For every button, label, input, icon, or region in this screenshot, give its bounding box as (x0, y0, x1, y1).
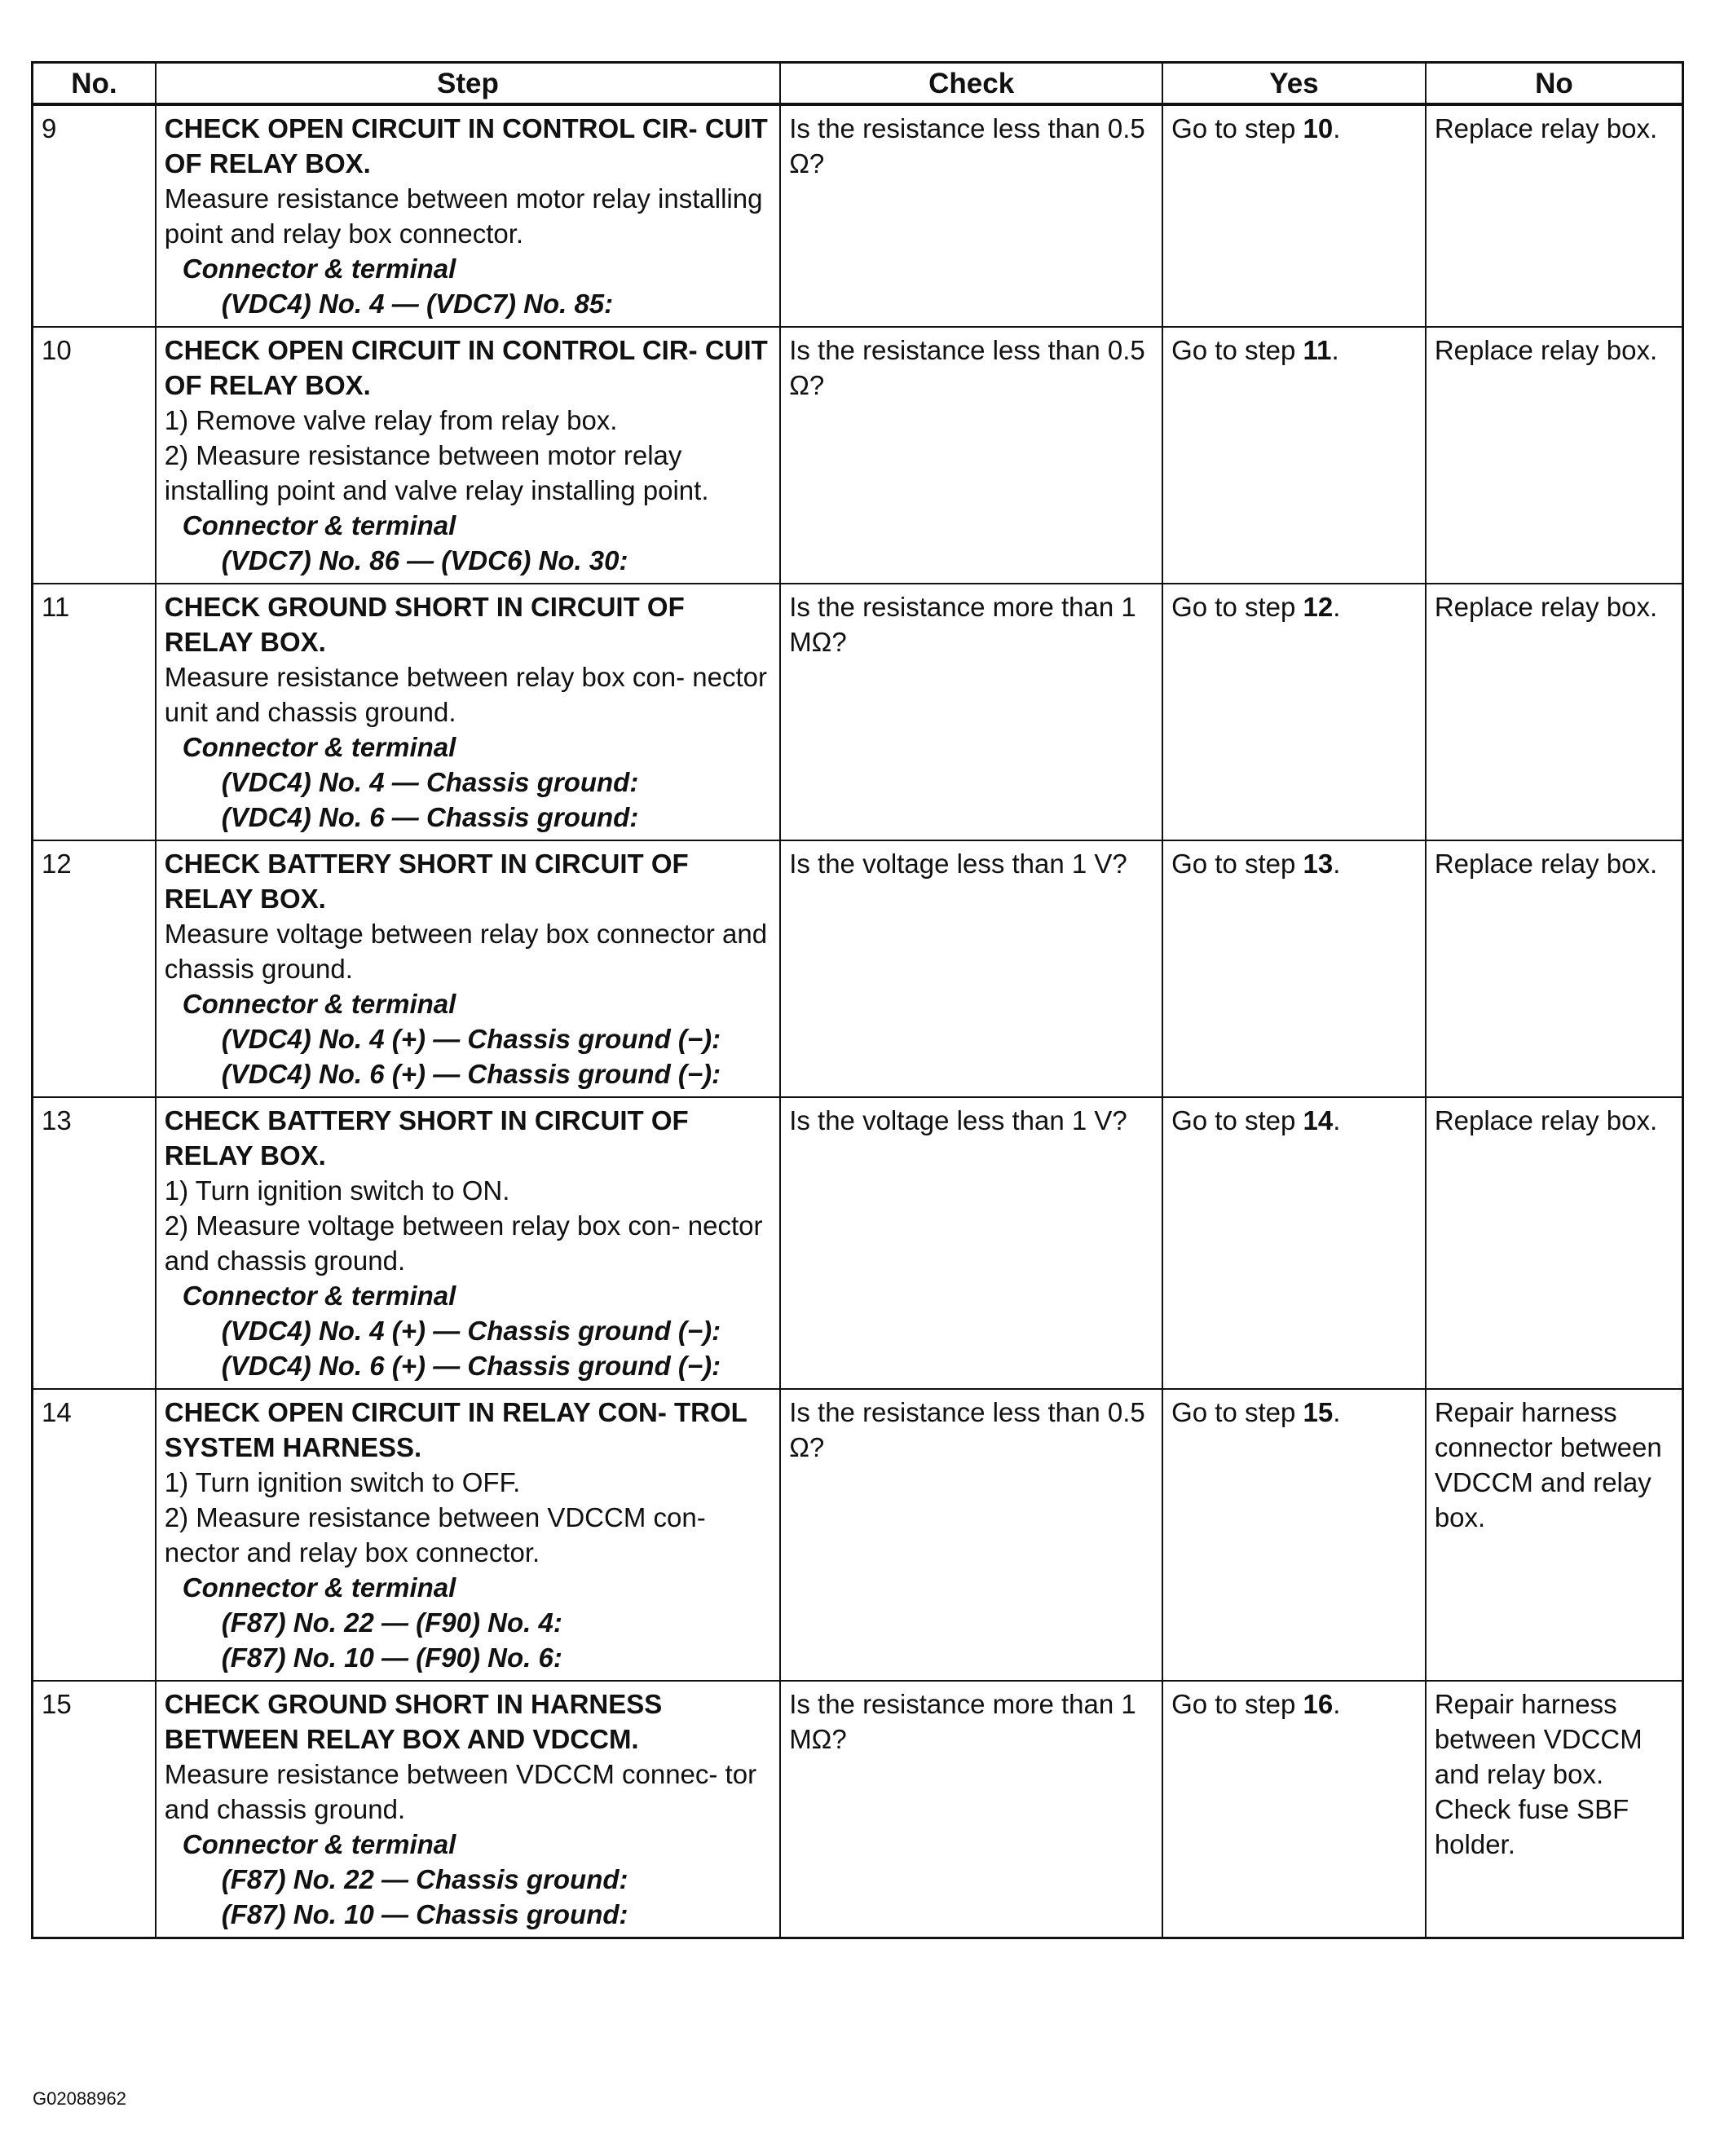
connector-terminal-label: Connector & terminal (182, 1829, 456, 1859)
yes-cell (1162, 1389, 1426, 1681)
yes-step-number: 12 (1303, 592, 1334, 622)
step-cell (156, 584, 780, 840)
connector-terminal-line: (VDC4) No. 6 (+) — Chassis ground (−): (221, 1351, 721, 1381)
yes-prefix: Go to step (1171, 1689, 1303, 1719)
yes-prefix: Go to step (1171, 849, 1303, 879)
step-title: CHECK BATTERY SHORT IN CIRCUIT OF RELAY BOX. (164, 1105, 689, 1171)
yes-suffix: . (1333, 1105, 1341, 1135)
step-cell (156, 1681, 780, 1938)
step-instruction: Measure resistance between VDCCM connec- tor and chassis ground. (164, 1759, 757, 1824)
table-row (33, 1097, 1683, 1389)
step-instruction: 1) Remove valve relay from relay box. (164, 405, 618, 435)
figure-id: G02088962 (33, 2088, 126, 2109)
header-yes: Yes (1162, 63, 1426, 105)
step-title: CHECK BATTERY SHORT IN CIRCUIT OF RELAY BOX. (164, 849, 689, 914)
connector-terminal-line: (F87) No. 10 — (F90) No. 6: (221, 1642, 562, 1673)
step-cell (156, 327, 780, 584)
connector-terminal-label: Connector & terminal (182, 254, 456, 284)
connector-terminal-line: (VDC7) No. 86 — (VDC6) No. 30: (221, 545, 628, 575)
step-cell (156, 1097, 780, 1389)
yes-cell (1162, 327, 1426, 584)
connector-terminal-label: Connector & terminal (182, 1281, 456, 1311)
connector-terminal-line: (F87) No. 10 — Chassis ground: (221, 1899, 628, 1929)
connector-terminal-label: Connector & terminal (182, 1572, 456, 1603)
connector-terminal-line: (VDC4) No. 6 (+) — Chassis ground (−): (221, 1059, 721, 1089)
step-number: 15 (33, 1681, 156, 1938)
table-row (33, 840, 1683, 1097)
connector-terminal-line: (F87) No. 22 — Chassis ground: (221, 1864, 628, 1894)
step-number: 9 (33, 104, 156, 327)
step-instruction: 2) Measure voltage between relay box con- nector and chassis ground. (164, 1210, 763, 1276)
step-title: CHECK GROUND SHORT IN CIRCUIT OF RELAY BOX. (164, 592, 685, 657)
yes-suffix: . (1331, 335, 1339, 365)
no-action-cell: Replace relay box. (1426, 584, 1683, 840)
diagnostic-table (31, 61, 1684, 1939)
header-step: Step (156, 63, 780, 105)
step-title: CHECK GROUND SHORT IN HARNESS BETWEEN RELAY BOX AND VDCCM. (164, 1689, 663, 1754)
step-cell (156, 840, 780, 1097)
step-cell (156, 104, 780, 327)
check-cell: Is the resistance less than 0.5 Ω? (780, 327, 1162, 584)
check-cell: Is the resistance more than 1 MΩ? (780, 584, 1162, 840)
yes-cell (1162, 104, 1426, 327)
connector-terminal-line: (VDC4) No. 6 — Chassis ground: (221, 802, 639, 832)
table-row (33, 584, 1683, 840)
table-row (33, 327, 1683, 584)
yes-prefix: Go to step (1171, 1105, 1303, 1135)
yes-step-number: 15 (1303, 1397, 1334, 1427)
step-number: 10 (33, 327, 156, 584)
yes-prefix: Go to step (1171, 335, 1303, 365)
step-instruction: 2) Measure resistance between motor relay installing point and valve relay installing point. (164, 440, 709, 505)
table-header-row (33, 63, 1683, 105)
yes-step-number: 14 (1303, 1105, 1334, 1135)
table-row (33, 1389, 1683, 1681)
yes-step-number: 10 (1303, 113, 1334, 143)
connector-terminal-line: (VDC4) No. 4 — Chassis ground: (221, 767, 639, 797)
step-title: CHECK OPEN CIRCUIT IN CONTROL CIR- CUIT OF RELAY BOX. (164, 113, 768, 179)
step-instruction: Measure resistance between motor relay installing point and relay box connector. (164, 183, 763, 249)
step-instruction: Measure voltage between relay box connector and chassis ground. (164, 919, 768, 984)
step-instruction: 1) Turn ignition switch to OFF. (164, 1467, 521, 1497)
step-number: 13 (33, 1097, 156, 1389)
table-body (33, 104, 1683, 1938)
check-cell: Is the resistance less than 0.5 Ω? (780, 1389, 1162, 1681)
step-number: 11 (33, 584, 156, 840)
no-action-cell: Replace relay box. (1426, 840, 1683, 1097)
check-cell: Is the voltage less than 1 V? (780, 1097, 1162, 1389)
table-row (33, 1681, 1683, 1938)
yes-step-number: 16 (1303, 1689, 1334, 1719)
step-cell (156, 1389, 780, 1681)
yes-suffix: . (1333, 592, 1341, 622)
check-cell: Is the voltage less than 1 V? (780, 840, 1162, 1097)
no-action-cell: Repair harness connector between VDCCM and relay box. (1426, 1389, 1683, 1681)
connector-terminal-label: Connector & terminal (182, 510, 456, 540)
step-instruction: 2) Measure resistance between VDCCM con- nector and relay box connector. (164, 1502, 706, 1567)
header-no-action: No (1426, 63, 1683, 105)
yes-step-number: 13 (1303, 849, 1334, 879)
no-action-cell: Repair harness between VDCCM and relay box. Check fuse SBF holder. (1426, 1681, 1683, 1938)
connector-terminal-line: (VDC4) No. 4 (+) — Chassis ground (−): (221, 1316, 721, 1346)
yes-prefix: Go to step (1171, 1397, 1303, 1427)
no-action-cell: Replace relay box. (1426, 104, 1683, 327)
step-number: 14 (33, 1389, 156, 1681)
connector-terminal-line: (VDC4) No. 4 — (VDC7) No. 85: (221, 289, 614, 319)
connector-terminal-label: Connector & terminal (182, 732, 456, 762)
yes-suffix: . (1333, 1689, 1341, 1719)
header-no: No. (33, 63, 156, 105)
connector-terminal-line: (F87) No. 22 — (F90) No. 4: (221, 1607, 562, 1638)
no-action-cell: Replace relay box. (1426, 327, 1683, 584)
yes-suffix: . (1333, 849, 1341, 879)
yes-cell (1162, 1681, 1426, 1938)
yes-suffix: . (1333, 113, 1341, 143)
step-instruction: 1) Turn ignition switch to ON. (164, 1175, 510, 1206)
header-check: Check (780, 63, 1162, 105)
yes-cell (1162, 1097, 1426, 1389)
step-title: CHECK OPEN CIRCUIT IN CONTROL CIR- CUIT OF RELAY BOX. (164, 335, 768, 400)
yes-cell (1162, 584, 1426, 840)
yes-cell (1162, 840, 1426, 1097)
check-cell: Is the resistance less than 0.5 Ω? (780, 104, 1162, 327)
yes-step-number: 11 (1303, 335, 1332, 365)
yes-prefix: Go to step (1171, 113, 1303, 143)
step-title: CHECK OPEN CIRCUIT IN RELAY CON- TROL SYSTEM HARNESS. (164, 1397, 747, 1462)
connector-terminal-line: (VDC4) No. 4 (+) — Chassis ground (−): (221, 1024, 721, 1054)
no-action-cell: Replace relay box. (1426, 1097, 1683, 1389)
step-instruction: Measure resistance between relay box con- nector unit and chassis ground. (164, 662, 767, 727)
yes-prefix: Go to step (1171, 592, 1303, 622)
connector-terminal-label: Connector & terminal (182, 989, 456, 1019)
table-row (33, 104, 1683, 327)
check-cell: Is the resistance more than 1 MΩ? (780, 1681, 1162, 1938)
yes-suffix: . (1333, 1397, 1341, 1427)
step-number: 12 (33, 840, 156, 1097)
